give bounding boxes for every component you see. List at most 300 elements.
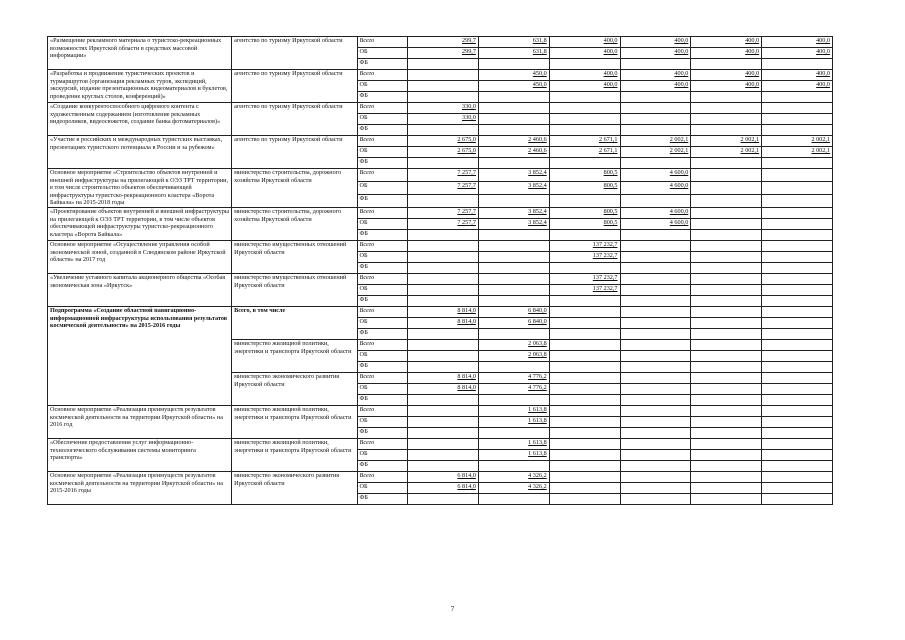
amount-cell xyxy=(620,306,691,317)
amount-cell xyxy=(620,328,691,339)
amount-cell xyxy=(691,482,762,493)
amount-cell xyxy=(691,328,762,339)
amount-cell: 3 852,4 xyxy=(478,218,549,229)
amount-cell: 2 002,1 xyxy=(691,136,762,147)
responsible-executor-cell: министерство имущественных отношений Иркутской области xyxy=(232,240,357,273)
amount-cell xyxy=(620,103,691,114)
amount-cell: 330,0 xyxy=(408,103,479,114)
amount-cell xyxy=(620,59,691,70)
amount-cell: 400,0 xyxy=(549,70,620,81)
funding-source-cell: ФБ xyxy=(357,394,408,405)
measure-name-cell: «Создание конкурентоспособного цифрового контента с художественным содержанием (изготовление рекламных видеороликов, видеосюжетов, создание банка фотоматериалов)» xyxy=(48,103,232,136)
funding-source-cell: ФБ xyxy=(357,460,408,471)
amount-cell: 450,0 xyxy=(478,70,549,81)
funding-source-cell: ОБ xyxy=(357,218,408,229)
amount-cell: 4 600,0 xyxy=(620,218,691,229)
amount-cell xyxy=(549,306,620,317)
funding-source-cell: Всего xyxy=(357,136,408,147)
amount-cell: 137 232,7 xyxy=(549,240,620,251)
amount-cell xyxy=(620,295,691,306)
amount-cell xyxy=(620,482,691,493)
responsible-executor-cell: министерство строительства, дорожного хозяйства Иркутской области xyxy=(232,207,357,240)
table-row xyxy=(48,169,833,182)
amount-cell: 2 002,1 xyxy=(762,147,833,158)
amount-cell xyxy=(408,328,479,339)
amount-cell: 2 063,8 xyxy=(478,350,549,361)
amount-cell xyxy=(762,218,833,229)
amount-cell xyxy=(408,295,479,306)
measure-name-cell: «Участие в российских и международных туристских выставках, презентациях туристского потенциала в России и за рубежом» xyxy=(48,136,232,169)
amount-cell: 2 002,1 xyxy=(691,147,762,158)
amount-cell xyxy=(549,59,620,70)
funding-source-cell: ОБ xyxy=(357,317,408,328)
amount-cell xyxy=(762,493,833,504)
amount-cell: 8 814,0 xyxy=(408,306,479,317)
measure-name-cell: «Увеличение уставного капитала акционерного общества «Особая экономическая зона «Иркутск» xyxy=(48,273,232,306)
amount-cell: 400,0 xyxy=(762,37,833,48)
amount-cell xyxy=(549,262,620,273)
amount-cell xyxy=(478,493,549,504)
amount-cell xyxy=(620,361,691,372)
amount-cell xyxy=(408,92,479,103)
amount-cell: 4 600,0 xyxy=(620,181,691,194)
amount-cell xyxy=(620,194,691,207)
amount-cell xyxy=(620,383,691,394)
amount-cell xyxy=(762,317,833,328)
amount-cell xyxy=(549,125,620,136)
table-row xyxy=(48,240,833,251)
funding-source-cell: ФБ xyxy=(357,158,408,169)
amount-cell xyxy=(478,284,549,295)
amount-cell xyxy=(549,471,620,482)
amount-cell: 299,7 xyxy=(408,48,479,59)
amount-cell xyxy=(691,59,762,70)
amount-cell: 3 852,4 xyxy=(478,169,549,182)
amount-cell xyxy=(478,103,549,114)
table-row xyxy=(48,207,833,218)
amount-cell xyxy=(620,471,691,482)
funding-source-cell: ФБ xyxy=(357,92,408,103)
amount-cell xyxy=(620,394,691,405)
amount-cell: 800,5 xyxy=(549,181,620,194)
responsible-executor-cell: министерство имущественных отношений Иркутской области xyxy=(232,273,357,306)
amount-cell xyxy=(478,125,549,136)
amount-cell xyxy=(549,339,620,350)
amount-cell: 2 671,1 xyxy=(549,136,620,147)
amount-cell: 299,7 xyxy=(408,37,479,48)
amount-cell: 800,5 xyxy=(549,169,620,182)
amount-cell xyxy=(762,251,833,262)
funding-source-cell: Всего xyxy=(357,169,408,182)
funding-source-cell: ОБ xyxy=(357,48,408,59)
measure-name-cell: «Размещение рекламного материала о туристско-рекреационных возможностях Иркутской области в средствах массовой информации» xyxy=(48,37,232,70)
funding-source-cell: ОБ xyxy=(357,383,408,394)
amount-cell xyxy=(549,394,620,405)
amount-cell xyxy=(408,339,479,350)
amount-cell xyxy=(620,229,691,240)
funding-source-cell: Всего xyxy=(357,405,408,416)
amount-cell xyxy=(549,114,620,125)
table-row xyxy=(48,405,833,416)
funding-source-cell: Всего xyxy=(357,103,408,114)
amount-cell xyxy=(408,240,479,251)
funding-source-cell: Всего xyxy=(357,372,408,383)
amount-cell: 6 814,0 xyxy=(408,471,479,482)
responsible-executor-cell: министерство экономического развития Иркутской области xyxy=(232,471,357,504)
amount-cell: 400,0 xyxy=(549,81,620,92)
amount-cell xyxy=(762,427,833,438)
amount-cell: 400,0 xyxy=(762,81,833,92)
amount-cell: 400,0 xyxy=(762,70,833,81)
amount-cell xyxy=(478,59,549,70)
amount-cell xyxy=(691,394,762,405)
amount-cell xyxy=(691,169,762,182)
amount-cell xyxy=(620,372,691,383)
amount-cell xyxy=(549,158,620,169)
amount-cell xyxy=(408,125,479,136)
amount-cell xyxy=(620,438,691,449)
responsible-executor-cell: министерство жилищной политики, энергетики и транспорта Иркутской области xyxy=(232,405,357,438)
amount-cell: 2 460,6 xyxy=(478,147,549,158)
amount-cell xyxy=(408,416,479,427)
amount-cell xyxy=(691,229,762,240)
amount-cell xyxy=(762,471,833,482)
amount-cell: 800,5 xyxy=(549,207,620,218)
funding-source-cell: ОБ xyxy=(357,181,408,194)
amount-cell xyxy=(691,262,762,273)
amount-cell xyxy=(762,59,833,70)
amount-cell: 1 613,8 xyxy=(478,405,549,416)
table-row xyxy=(48,438,833,449)
amount-cell xyxy=(408,361,479,372)
amount-cell: 400,0 xyxy=(691,81,762,92)
amount-cell: 3 852,4 xyxy=(478,207,549,218)
amount-cell: 7 257,7 xyxy=(408,169,479,182)
amount-cell: 631,8 xyxy=(478,37,549,48)
responsible-executor-cell: агентство по туризму Иркутской области xyxy=(232,136,357,169)
amount-cell xyxy=(478,229,549,240)
amount-cell: 7 257,7 xyxy=(408,218,479,229)
amount-cell: 400,0 xyxy=(691,48,762,59)
amount-cell xyxy=(620,158,691,169)
amount-cell xyxy=(408,284,479,295)
amount-cell xyxy=(691,125,762,136)
funding-source-cell: Всего xyxy=(357,438,408,449)
amount-cell xyxy=(620,493,691,504)
amount-cell xyxy=(762,114,833,125)
amount-cell xyxy=(478,427,549,438)
amount-cell xyxy=(478,158,549,169)
amount-cell xyxy=(408,251,479,262)
amount-cell: 800,5 xyxy=(549,218,620,229)
funding-source-cell: ФБ xyxy=(357,229,408,240)
responsible-executor-cell: министерство экономического развития Иркутской области xyxy=(232,372,357,405)
amount-cell xyxy=(620,350,691,361)
amount-cell xyxy=(620,416,691,427)
amount-cell xyxy=(408,229,479,240)
amount-cell xyxy=(620,92,691,103)
page-number: 7 xyxy=(450,605,455,613)
amount-cell xyxy=(478,394,549,405)
amount-cell xyxy=(762,405,833,416)
amount-cell xyxy=(620,251,691,262)
amount-cell xyxy=(762,361,833,372)
funding-source-cell: ФБ xyxy=(357,328,408,339)
amount-cell xyxy=(691,438,762,449)
amount-cell: 400,0 xyxy=(549,37,620,48)
amount-cell xyxy=(620,449,691,460)
funding-source-cell: ОБ xyxy=(357,482,408,493)
amount-cell: 2 675,0 xyxy=(408,147,479,158)
amount-cell: 2 002,1 xyxy=(620,136,691,147)
amount-cell xyxy=(478,114,549,125)
amount-cell xyxy=(478,194,549,207)
amount-cell xyxy=(620,284,691,295)
amount-cell xyxy=(549,361,620,372)
measure-name-cell: Основное мероприятие «Реализация преимуществ результатов космической деятельности на территории Иркутской области» на 2015-2016 годы xyxy=(48,471,232,504)
amount-cell: 2 671,1 xyxy=(549,147,620,158)
table-row xyxy=(48,103,833,114)
amount-cell xyxy=(620,273,691,284)
amount-cell xyxy=(762,194,833,207)
amount-cell xyxy=(691,306,762,317)
amount-cell xyxy=(620,339,691,350)
amount-cell: 4 326,2 xyxy=(478,482,549,493)
amount-cell xyxy=(691,92,762,103)
amount-cell: 7 257,7 xyxy=(408,207,479,218)
amount-cell xyxy=(478,361,549,372)
amount-cell xyxy=(762,383,833,394)
responsible-executor-cell: агентство по туризму Иркутской области xyxy=(232,37,357,70)
measure-name-cell: «Обеспечение предоставления услуг информационно-технологического обслуживания системы мониторинга транспорта» xyxy=(48,438,232,471)
amount-cell xyxy=(408,158,479,169)
funding-source-cell: ОБ xyxy=(357,449,408,460)
amount-cell xyxy=(408,493,479,504)
amount-cell: 400,0 xyxy=(620,37,691,48)
amount-cell xyxy=(691,207,762,218)
amount-cell: 1 613,8 xyxy=(478,438,549,449)
amount-cell: 400,0 xyxy=(691,70,762,81)
amount-cell: 2 002,1 xyxy=(762,136,833,147)
table-row xyxy=(48,306,833,317)
funding-source-cell: Всего xyxy=(357,273,408,284)
amount-cell: 8 814,0 xyxy=(408,383,479,394)
funding-source-cell: ОБ xyxy=(357,284,408,295)
amount-cell xyxy=(691,471,762,482)
amount-cell: 631,8 xyxy=(478,48,549,59)
amount-cell xyxy=(691,449,762,460)
amount-cell: 2 460,6 xyxy=(478,136,549,147)
amount-cell: 6 840,0 xyxy=(478,317,549,328)
amount-cell xyxy=(691,317,762,328)
funding-source-cell: ФБ xyxy=(357,493,408,504)
amount-cell xyxy=(691,383,762,394)
amount-cell xyxy=(691,240,762,251)
amount-cell xyxy=(691,460,762,471)
amount-cell xyxy=(691,372,762,383)
responsible-executor-cell: министерство жилищной политики, энергетики и транспорта Иркутской области xyxy=(232,339,357,372)
amount-cell xyxy=(762,158,833,169)
amount-cell xyxy=(762,438,833,449)
funding-source-cell: Всего xyxy=(357,471,408,482)
amount-cell xyxy=(478,92,549,103)
amount-cell xyxy=(620,317,691,328)
funding-source-cell: ОБ xyxy=(357,81,408,92)
amount-cell xyxy=(691,194,762,207)
amount-cell: 8 814,0 xyxy=(408,372,479,383)
amount-cell xyxy=(762,240,833,251)
budget-table xyxy=(47,36,833,505)
amount-cell: 137 232,7 xyxy=(549,251,620,262)
amount-cell xyxy=(762,229,833,240)
measure-name-cell: Основное мероприятие «Реализация преимуществ результатов космической деятельности на территории Иркутской области» на 2016 год xyxy=(48,405,232,438)
amount-cell: 4 776,2 xyxy=(478,383,549,394)
amount-cell xyxy=(549,416,620,427)
amount-cell: 400,0 xyxy=(691,37,762,48)
amount-cell: 4 600,0 xyxy=(620,169,691,182)
amount-cell xyxy=(478,262,549,273)
amount-cell xyxy=(620,405,691,416)
table-row xyxy=(48,136,833,147)
amount-cell xyxy=(549,405,620,416)
amount-cell xyxy=(762,295,833,306)
amount-cell xyxy=(762,169,833,182)
budget-table-body xyxy=(48,37,833,505)
amount-cell xyxy=(408,59,479,70)
amount-cell xyxy=(691,251,762,262)
amount-cell xyxy=(762,339,833,350)
amount-cell xyxy=(549,194,620,207)
amount-cell: 137 232,7 xyxy=(549,273,620,284)
amount-cell xyxy=(691,273,762,284)
amount-cell xyxy=(762,284,833,295)
measure-name-cell: «Разработка и продвижение туристических проектов и турмаршрутов (организация рекламных туров, экспедиций, экскурсий, издание презентационных видеоматериалов и буклетов, проведение круглых столов, конференций)» xyxy=(48,70,232,103)
amount-cell xyxy=(762,416,833,427)
amount-cell xyxy=(408,70,479,81)
amount-cell: 400,0 xyxy=(620,81,691,92)
funding-source-cell: Всего xyxy=(357,70,408,81)
amount-cell xyxy=(478,295,549,306)
amount-cell xyxy=(691,350,762,361)
amount-cell xyxy=(408,273,479,284)
amount-cell xyxy=(478,251,549,262)
amount-cell xyxy=(478,328,549,339)
funding-source-cell: ОБ xyxy=(357,251,408,262)
amount-cell: 400,0 xyxy=(620,48,691,59)
amount-cell xyxy=(408,449,479,460)
funding-source-cell: ОБ xyxy=(357,350,408,361)
funding-source-cell: Всего xyxy=(357,240,408,251)
amount-cell xyxy=(620,427,691,438)
amount-cell xyxy=(620,262,691,273)
amount-cell xyxy=(620,125,691,136)
amount-cell xyxy=(762,394,833,405)
amount-cell: 6 840,0 xyxy=(478,306,549,317)
amount-cell xyxy=(620,240,691,251)
funding-source-cell: ФБ xyxy=(357,262,408,273)
funding-source-cell: ФБ xyxy=(357,125,408,136)
amount-cell xyxy=(549,103,620,114)
funding-source-cell: ОБ xyxy=(357,114,408,125)
funding-source-cell: ФБ xyxy=(357,295,408,306)
amount-cell xyxy=(408,394,479,405)
amount-cell xyxy=(762,181,833,194)
amount-cell xyxy=(691,416,762,427)
amount-cell: 8 814,0 xyxy=(408,317,479,328)
measure-name-cell: Основное мероприятие «Строительство объектов внутренней и внешней инфраструктуры на прилегающей к ОЭЗ ТРТ территории, в том числе строительство объектов обеспечивающей инфраструктуры туристско-рекреационного кластера «Ворота Байкала» на 2015-2018 годы xyxy=(48,169,232,208)
amount-cell: 330,0 xyxy=(408,114,479,125)
amount-cell xyxy=(549,460,620,471)
amount-cell: 137 232,7 xyxy=(549,284,620,295)
amount-cell xyxy=(762,350,833,361)
amount-cell xyxy=(762,207,833,218)
amount-cell xyxy=(762,372,833,383)
amount-cell xyxy=(620,114,691,125)
responsible-executor-cell: министерство жилищной политики, энергетики и транспорта Иркутской области xyxy=(232,438,357,471)
amount-cell xyxy=(762,306,833,317)
amount-cell xyxy=(762,262,833,273)
responsible-executor-cell: Всего, в том числе xyxy=(232,306,357,339)
amount-cell xyxy=(549,328,620,339)
amount-cell: 400,0 xyxy=(549,48,620,59)
amount-cell xyxy=(549,229,620,240)
amount-cell: 4 600,0 xyxy=(620,207,691,218)
measure-name-cell: Основное мероприятие «Осуществление управления особой экономической зоной, созданной в Слюдянском районе Иркутской области» на 2017 год xyxy=(48,240,232,273)
amount-cell xyxy=(762,273,833,284)
amount-cell xyxy=(478,240,549,251)
table-row xyxy=(48,70,833,81)
amount-cell xyxy=(408,262,479,273)
amount-cell xyxy=(691,181,762,194)
amount-cell xyxy=(549,427,620,438)
amount-cell xyxy=(762,482,833,493)
amount-cell xyxy=(408,438,479,449)
funding-source-cell: Всего xyxy=(357,207,408,218)
amount-cell xyxy=(762,449,833,460)
amount-cell xyxy=(549,295,620,306)
funding-source-cell: Всего xyxy=(357,339,408,350)
funding-source-cell: ОБ xyxy=(357,147,408,158)
table-row xyxy=(48,37,833,48)
amount-cell xyxy=(691,114,762,125)
amount-cell xyxy=(549,383,620,394)
measure-name-cell: Подпрограмма «Создание областной навигационно-информационной инфраструктуры использования результатов космической деятельности» на 2015-2016 годы xyxy=(48,306,232,405)
funding-source-cell: ФБ xyxy=(357,194,408,207)
amount-cell xyxy=(691,405,762,416)
amount-cell xyxy=(762,328,833,339)
amount-cell xyxy=(549,438,620,449)
amount-cell xyxy=(691,339,762,350)
amount-cell xyxy=(691,284,762,295)
amount-cell xyxy=(408,350,479,361)
amount-cell xyxy=(762,460,833,471)
amount-cell xyxy=(408,427,479,438)
amount-cell xyxy=(691,361,762,372)
funding-source-cell: ФБ xyxy=(357,361,408,372)
amount-cell: 1 613,8 xyxy=(478,449,549,460)
amount-cell xyxy=(549,449,620,460)
amount-cell xyxy=(691,427,762,438)
amount-cell: 3 852,4 xyxy=(478,181,549,194)
amount-cell: 4 326,2 xyxy=(478,471,549,482)
amount-cell xyxy=(408,194,479,207)
table-row xyxy=(48,273,833,284)
amount-cell xyxy=(549,372,620,383)
amount-cell xyxy=(691,158,762,169)
amount-cell xyxy=(691,493,762,504)
responsible-executor-cell: агентство по туризму Иркутской области xyxy=(232,70,357,103)
amount-cell xyxy=(762,92,833,103)
